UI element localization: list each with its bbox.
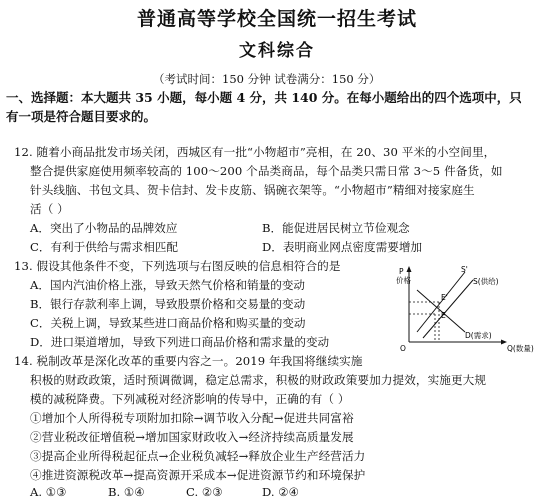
q13-option-b[interactable]: B．银行存款利率上调，导致股票价格和交易量的变动 xyxy=(30,297,306,311)
exam-info: （考试时间：150 分钟 试卷满分：150 分） xyxy=(153,72,381,86)
y-axis-label: P 价格 xyxy=(396,267,411,285)
q14-option-a[interactable]: A. ①③ xyxy=(30,485,67,499)
q12-line: 整合提供家庭使用频率较高的 100～200 个品类商品，每个品类只需日常 3～5 件备货，如 xyxy=(30,164,503,178)
exam-title: 普通高等学校全国统一招生考试 xyxy=(136,8,417,30)
q13-option-d[interactable]: D．进口渠道增加，导致下列进口商品价格和需求量的变动 xyxy=(30,335,330,349)
q14-line: 模的减税降费。下列减税对经济影响的传导中，正确的有（ ） xyxy=(30,392,350,406)
x-axis-label: Q(数量) xyxy=(507,344,534,353)
exam-subtitle: 文科综合 xyxy=(239,41,315,61)
q14-statement-3: ③提高企业所得税起征点→企业税负减轻→释放企业生产经营活力 xyxy=(30,449,366,463)
y-axis-arrow-icon xyxy=(407,266,412,272)
q12-option-a[interactable]: A．突出了小物品的品牌效应 xyxy=(30,221,178,235)
q13-stem: 13. 假设其他条件不变，下列选项与右图反映的信息相符合的是 xyxy=(14,259,341,273)
q14-statement-2: ②营业税改征增值税→增加国家财政收入→经济持续高质量发展 xyxy=(30,430,354,444)
supply-shift-label: S' xyxy=(461,265,468,274)
supply-shifted-curve xyxy=(417,272,465,332)
q14-statement-4: ④推进资源税改革→提高资源开采成本→促进资源节约和环境保护 xyxy=(30,468,366,482)
q14-option-d[interactable]: D. ②④ xyxy=(262,485,300,499)
q13-option-c[interactable]: C．关税上调，导致某些进口商品价格和购买量的变动 xyxy=(30,316,306,330)
q14-line: 积极的财政政策，适时预调微调，稳定总需求，积极的财政政策要加力提效，实施更大规 xyxy=(30,373,487,387)
supply-curve xyxy=(423,280,473,338)
q14-statement-1: ①增加个人所得税专项附加扣除→调节收入分配→促进共同富裕 xyxy=(30,411,354,425)
supply-label: S(供给) xyxy=(473,277,499,286)
point-e-label: E xyxy=(441,311,446,320)
q12-option-d[interactable]: D．表明商业网点密度需要增加 xyxy=(262,240,423,254)
q14-line: 14. 税制改革是深化改革的重要内容之一。2019 年我国将继续实施 xyxy=(14,354,363,368)
q12-option-c[interactable]: C．有利于供给与需求相匹配 xyxy=(30,240,178,254)
demand-label: D(需求) xyxy=(465,331,492,340)
q12-line: 活（ ） xyxy=(30,202,69,216)
supply-demand-graph xyxy=(395,262,545,354)
q14-option-c[interactable]: C. ②③ xyxy=(186,485,223,499)
q14-option-b[interactable]: B. ①④ xyxy=(108,485,145,499)
origin-label: O xyxy=(400,344,406,353)
section-instruction-line2: 有一项是符合题目要求的。 xyxy=(6,109,157,124)
point-e2-label: E' xyxy=(441,293,448,302)
y-axis-label-p: P xyxy=(399,267,404,276)
q12-line: 针头线脑、书包文具、贺卡信封、发卡皮筋、锅碗衣架等。“小物超市”精细对接家庭生 xyxy=(30,183,475,197)
q12-line: 12. 随着小商品批发市场关闭，西城区有一批“小物超市”亮相，在 20、30 平米的小空间里， xyxy=(14,145,496,159)
q12-option-b[interactable]: B．能促进居民树立节俭观念 xyxy=(262,221,410,235)
section-instruction-line1: 一、选择题：本大题共 35 小题，每小题 4 分，共 140 分。在每小题给出的四个选项中，只 xyxy=(6,90,522,105)
q13-option-a[interactable]: A．国内汽油价格上涨，导致天然气价格和销量的变动 xyxy=(30,278,306,292)
